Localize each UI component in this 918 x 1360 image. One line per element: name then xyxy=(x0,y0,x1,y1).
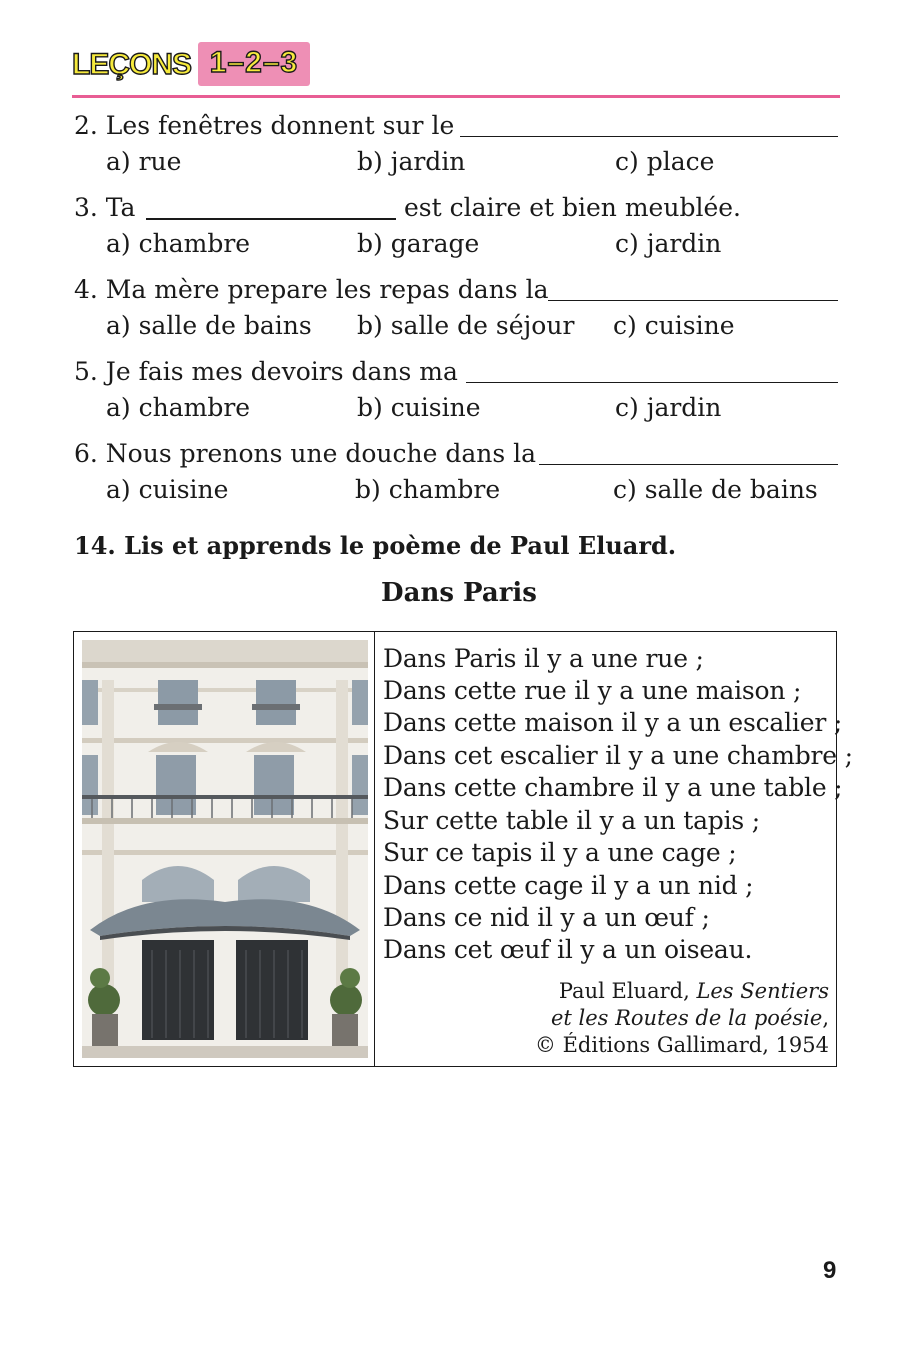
option-5c: c) jardin xyxy=(615,393,722,422)
option-2c: c) place xyxy=(615,147,715,176)
question-3: 3. Ta xyxy=(74,193,136,222)
poem-title: Dans Paris xyxy=(381,578,537,608)
poem-line-6: Sur cette table il y a un tapis ; xyxy=(383,806,761,835)
answer-blank-4[interactable] xyxy=(548,300,838,301)
header-divider xyxy=(72,95,840,98)
option-3b: b) garage xyxy=(357,229,480,258)
credit-line-1 xyxy=(559,978,829,1004)
credit-comma: , xyxy=(822,1006,829,1030)
answer-blank-2[interactable] xyxy=(460,136,838,137)
question-6: 6. Nous prenons une douche dans la xyxy=(74,439,537,468)
task-heading: 14. Lis et apprends le poème de Paul Eluard. xyxy=(74,531,677,560)
option-6a: a) cuisine xyxy=(106,475,229,504)
question-3-continuation: est claire et bien meublée. xyxy=(404,193,741,222)
option-4a: a) salle de bains xyxy=(106,311,312,340)
poem-line-10: Dans cet œuf il y a un oiseau. xyxy=(383,935,753,964)
lecons-label: LEÇONS xyxy=(72,48,192,81)
question-2: 2. Les fenêtres donnent sur le xyxy=(74,111,455,140)
credit-line-2 xyxy=(551,1005,829,1031)
poem-line-2: Dans cette rue il y a une maison ; xyxy=(383,676,802,705)
question-5: 5. Je fais mes devoirs dans ma xyxy=(74,357,458,386)
page-number: 9 xyxy=(823,1257,837,1284)
poem-line-3: Dans cette maison il y a un escalier ; xyxy=(383,708,843,737)
poem-line-1: Dans Paris il y a une rue ; xyxy=(383,644,704,673)
credit-work-line1: Les Sentiers xyxy=(696,979,829,1003)
credit-publisher: © Éditions Gallimard, 1954 xyxy=(534,1033,829,1057)
answer-blank-5[interactable] xyxy=(466,382,838,383)
poem-frame-divider xyxy=(374,631,375,1067)
option-5a: a) chambre xyxy=(106,393,251,422)
lesson-number-badge xyxy=(198,42,310,86)
lesson-numbers: 1–2–3 xyxy=(209,46,299,79)
poem-line-5: Dans cette chambre il y a une table ; xyxy=(383,773,843,802)
answer-blank-3[interactable] xyxy=(146,218,396,220)
answer-blank-6[interactable] xyxy=(539,464,838,465)
poem-line-7: Sur ce tapis il y a une cage ; xyxy=(383,838,737,867)
poem-line-8: Dans cette cage il y a un nid ; xyxy=(383,871,754,900)
option-2a: a) rue xyxy=(106,147,182,176)
option-4b: b) salle de séjour xyxy=(357,311,575,340)
credit-author: Paul Eluard, xyxy=(558,979,690,1003)
option-3a: a) chambre xyxy=(106,229,251,258)
option-4c: c) cuisine xyxy=(613,311,735,340)
option-6c: c) salle de bains xyxy=(613,475,818,504)
option-6b: b) chambre xyxy=(355,475,501,504)
option-5b: b) cuisine xyxy=(357,393,481,422)
question-4: 4. Ma mère prepare les repas dans la xyxy=(74,275,549,304)
paris-building-photo xyxy=(82,640,368,1058)
option-2b: b) jardin xyxy=(357,147,466,176)
credit-work-line2: et les Routes de la poésie xyxy=(550,1006,823,1030)
poem-line-4: Dans cet escalier il y a une chambre ; xyxy=(383,741,853,770)
poem-line-9: Dans ce nid il y a un œuf ; xyxy=(383,903,710,932)
option-3c: c) jardin xyxy=(615,229,722,258)
